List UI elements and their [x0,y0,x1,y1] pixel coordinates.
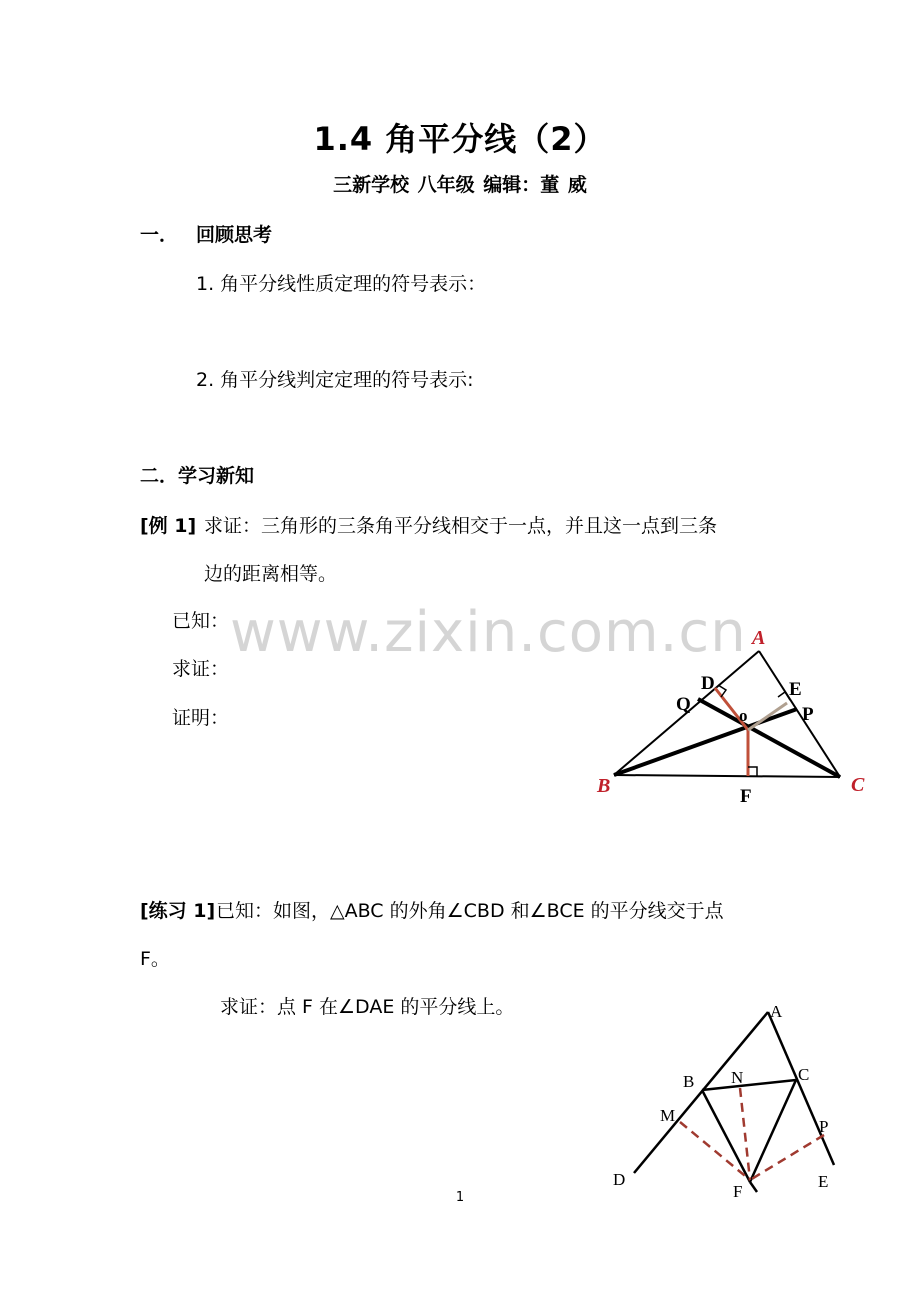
exercise1-statement-line2: F。 [140,948,170,970]
example1-prove-label: 求证： [172,658,230,680]
label2-n: N [731,1068,744,1087]
segment-bc [702,1080,796,1090]
label2-f: F [733,1182,743,1201]
label2-p: P [819,1117,829,1136]
line-ae [768,1012,834,1165]
example1-proof-label: 证明： [172,707,230,729]
page-number: 1 [455,1190,465,1205]
example1-statement-line1: 求证：三角形的三条角平分线相交于一点，并且这一点到三条 [204,515,718,537]
label-e: E [789,679,802,700]
label2-c: C [798,1065,810,1084]
label2-m: M [660,1106,676,1125]
bisector-bp [614,709,797,775]
exercise1-tag: [练习 1] [140,900,216,922]
label-q: Q [676,694,691,715]
exercise1-prove: 求证：点 F 在∠DAE 的平分线上。 [220,996,515,1018]
label2-d: D [613,1170,626,1189]
dashed-mf [680,1122,750,1180]
label-b: B [597,775,611,797]
label2-e: E [818,1172,829,1191]
review-item-2: 2. 角平分线判定定理的符号表示: [196,369,474,391]
label2-a: A [770,1002,783,1021]
label-a: A [752,627,766,649]
section2-heading: 二．学习新知 [140,465,255,487]
example1-known-label: 已知： [172,610,230,632]
label-d: D [701,673,715,694]
exercise1-statement-line1: 已知：如图，△ABC 的外角∠CBD 和∠BCE 的平分线交于点 [216,900,724,922]
label-p: P [802,704,814,725]
page-subtitle: 三新学校 八年级 编辑：董 威 [333,174,587,196]
label-o: o [739,706,748,725]
section1-number: 一． [140,224,179,246]
review-item-1: 1. 角平分线性质定理的符号表示： [196,273,487,295]
section1-heading: 回顾思考 [196,224,273,246]
page-title: 1.4 角平分线（2） [313,120,607,158]
example1-tag: [例 1] [140,515,197,537]
watermark: www.zixin.com.cn [230,600,747,665]
side-bc [614,775,840,777]
label2-b: B [683,1072,695,1091]
line-ad [634,1012,768,1173]
figure2-lines [634,1012,834,1192]
figure2-dashed-lines [680,1088,824,1180]
label-f: F [740,786,752,807]
label-c: C [851,774,865,796]
example1-statement-line2: 边的距离相等。 [204,563,338,585]
